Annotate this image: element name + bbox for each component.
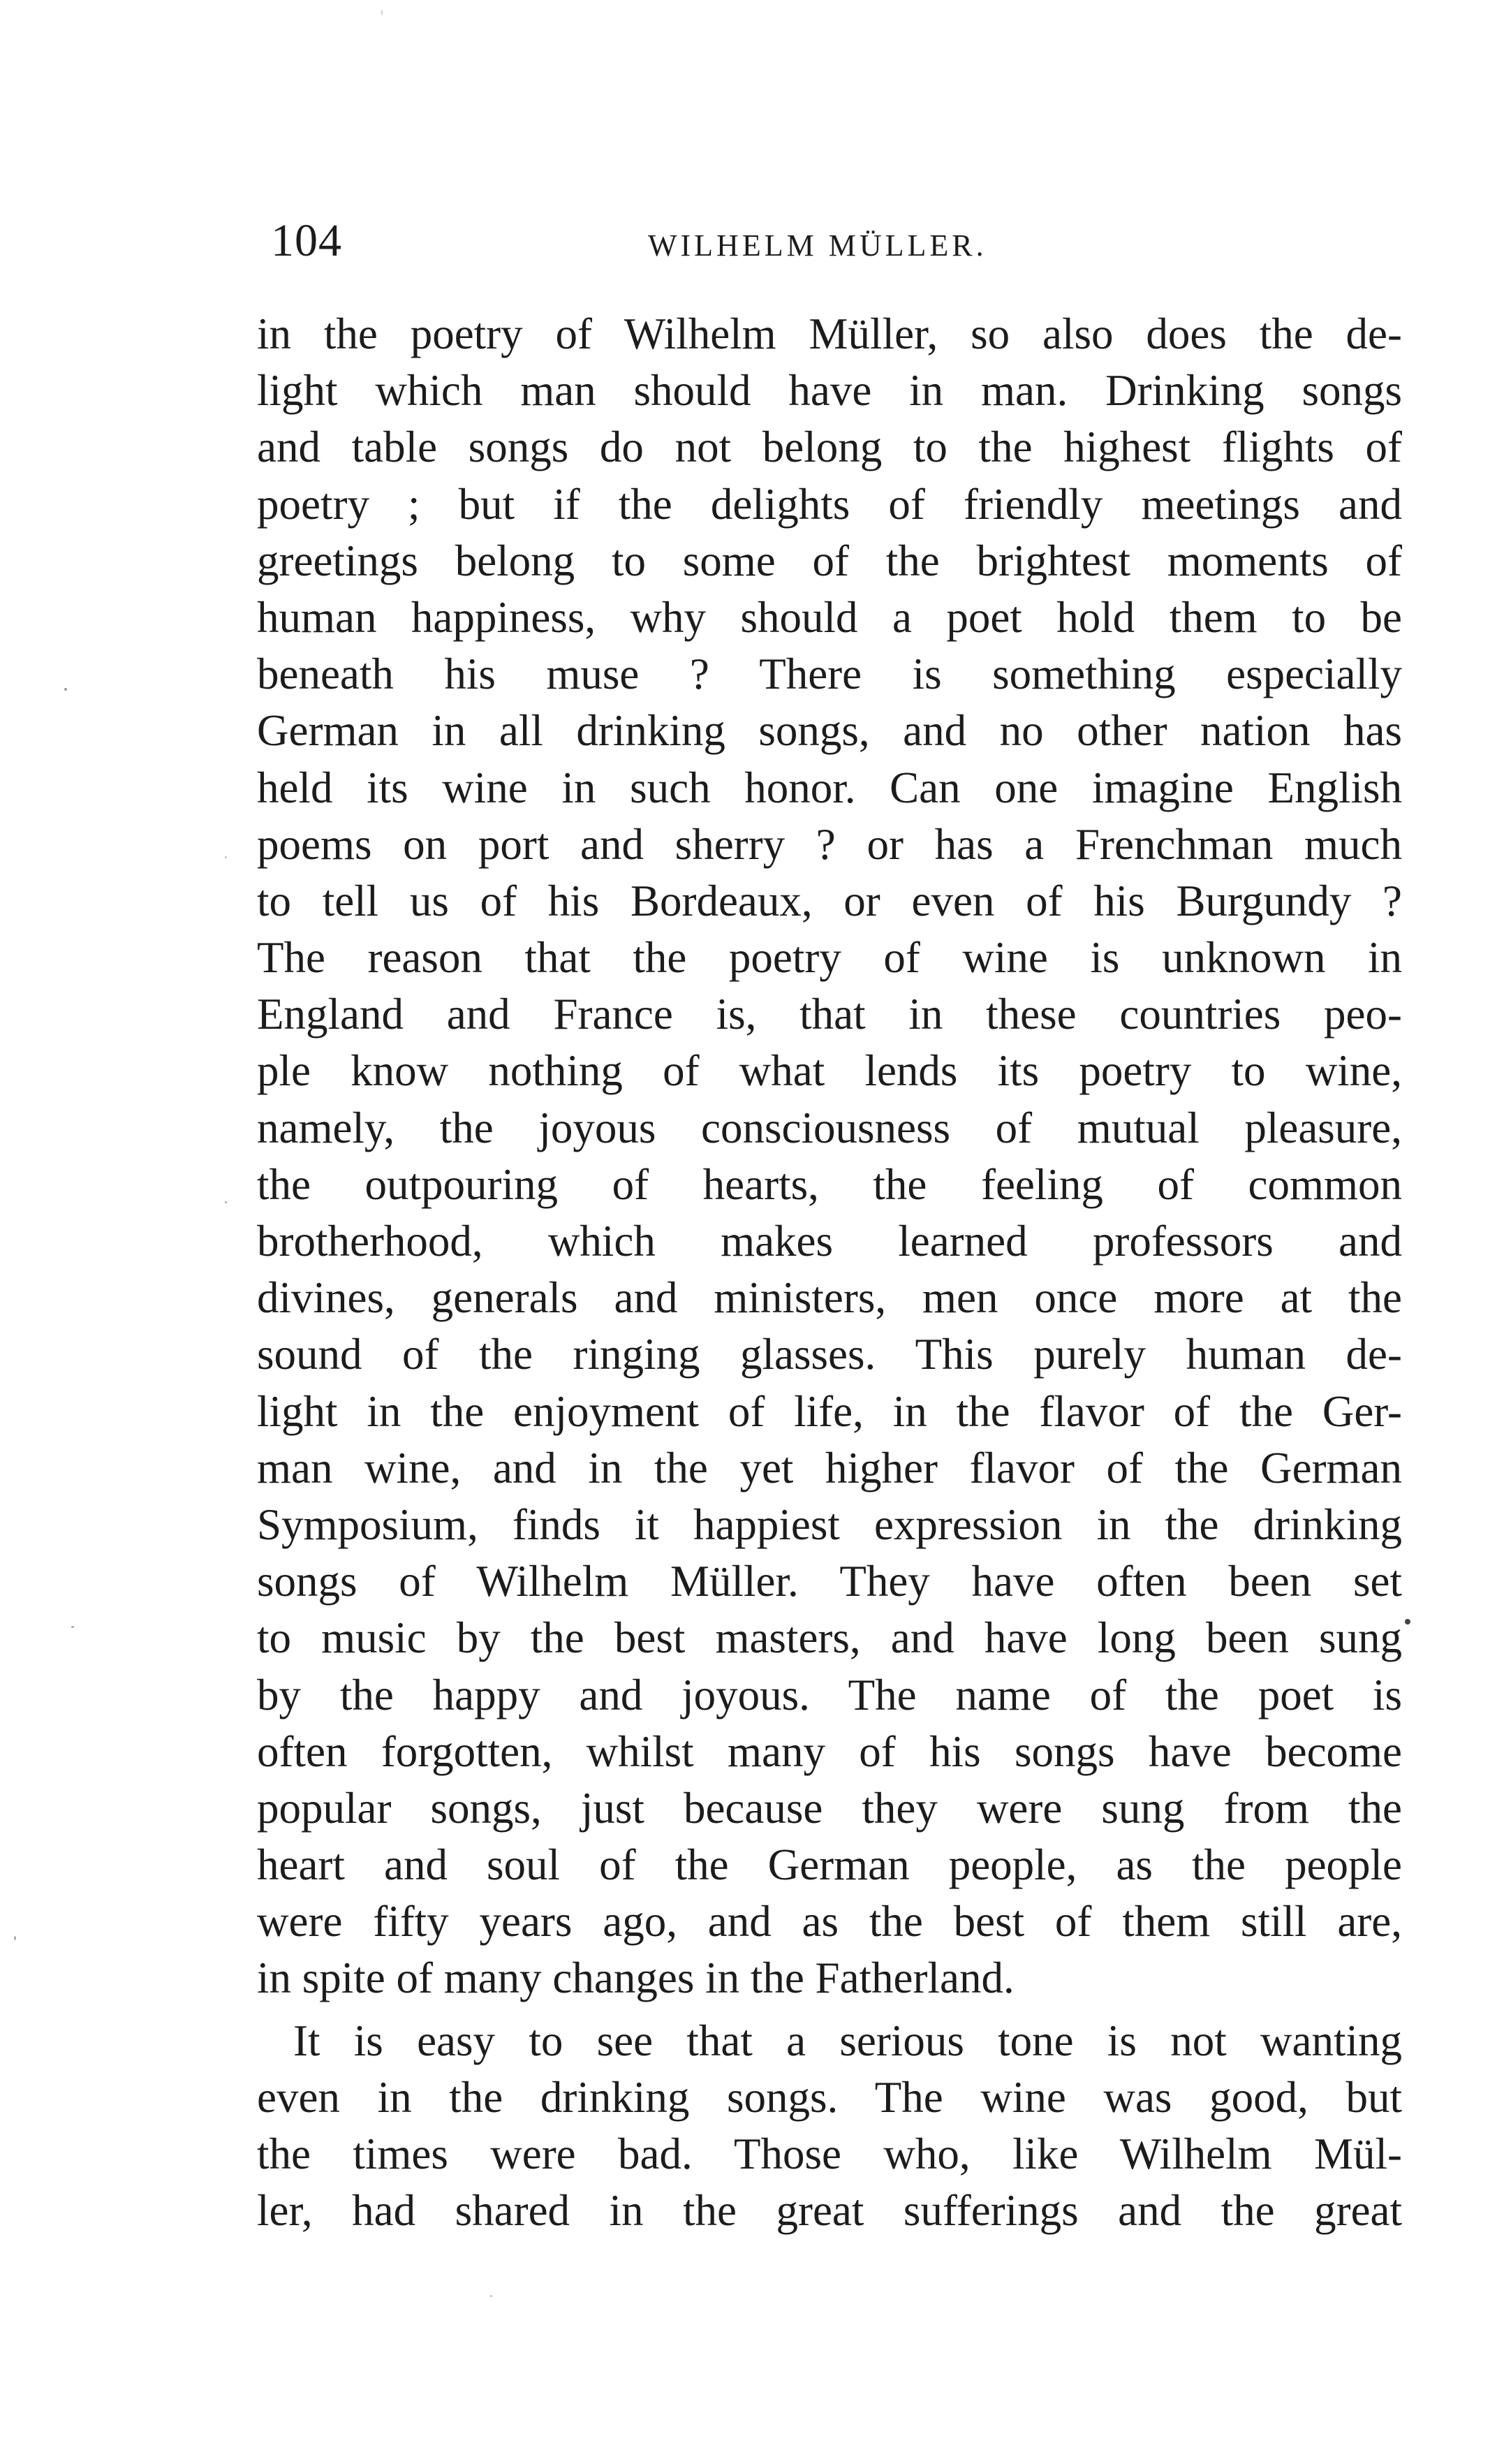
text-line: and table songs do not belong to the highest flights of [257,423,1402,472]
scan-speck [381,10,383,15]
text-line: in the poetry of Wilhelm Müller, so also does the de- [257,309,1402,358]
text-line: beneath his muse ? There is something especially [257,650,1402,699]
text-line: held its wine in such honor. Can one imagine English [257,763,1402,812]
scan-speck [14,1936,16,1940]
text-line: ple know nothing of what lends its poetry to wine, [257,1046,1402,1096]
text-line: brotherhood, which makes learned professors and [257,1217,1402,1266]
text-line: popular songs, just because they were sung from the [257,1783,1402,1833]
text-line: namely, the joyous consciousness of mutual pleasure, [257,1103,1402,1152]
paragraph-1 [257,306,1402,2007]
text-line: German in all drinking songs, and no other nation has [257,706,1402,756]
text-line: poetry ; but if the delights of friendly meetings and [257,479,1402,529]
text-line: often forgotten, whilst many of his songs have become [257,1726,1402,1776]
scan-speck [71,1626,74,1628]
scan-speck [490,2295,492,2297]
running-head: WILHELM MÜLLER. [648,228,987,263]
scan-speck [64,688,67,691]
text-line: greetings belong to some of the brightest moments of [257,536,1402,585]
text-line: even in the drinking songs. The wine was good, but [257,2072,1402,2122]
text-line: light which man should have in man. Drinking songs [257,366,1402,416]
body-text [257,306,1402,2239]
text-line: heart and soul of the German people, as the people [257,1840,1402,1890]
text-line: by the happy and joyous. The name of the poet is [257,1670,1402,1719]
text-line: to tell us of his Bordeaux, or even of his Burgundy ? [257,876,1402,925]
text-line: human happiness, why should a poet hold them to be [257,592,1402,642]
text-line: England and France is, that in these countries peo- [257,990,1402,1039]
text-line: in spite of many changes in the Fatherland. [257,1953,1015,2003]
text-line: Symposium, finds it happiest expression in the drinking [257,1499,1402,1549]
text-line: the outpouring of hearts, the feeling of common [257,1159,1402,1209]
paragraph-gap [257,2007,1402,2013]
text-line: ler, had shared in the great sufferings and the great [257,2186,1402,2236]
paragraph-2 [257,2013,1402,2240]
text-line: light in the enjoyment of life, in the flavor of the Ger- [257,1386,1402,1436]
text-line: the times were bad. Those who, like Wilhelm Mül- [257,2129,1402,2178]
text-line: It is easy to see that a serious tone is not wanting [293,2016,1402,2065]
text-line: divines, generals and ministers, men once more at the [257,1273,1402,1323]
scan-speck [225,856,227,858]
scan-speck [1405,1619,1410,1625]
text-line: sound of the ringing glasses. This purely human de- [257,1330,1402,1379]
text-line: were fifty years ago, and as the best of them still are, [257,1897,1402,1946]
text-line: poems on port and sherry ? or has a Frenchman much [257,819,1402,869]
scan-speck [225,1201,227,1203]
text-line: to music by the best masters, and have long been sung [257,1613,1402,1663]
text-line: man wine, and in the yet higher flavor of the German [257,1443,1402,1493]
page-number: 104 [271,215,342,266]
text-line: songs of Wilhelm Müller. They have often been set [257,1557,1402,1606]
page-header [271,210,1402,286]
text-line: The reason that the poetry of wine is unknown in [257,933,1402,983]
